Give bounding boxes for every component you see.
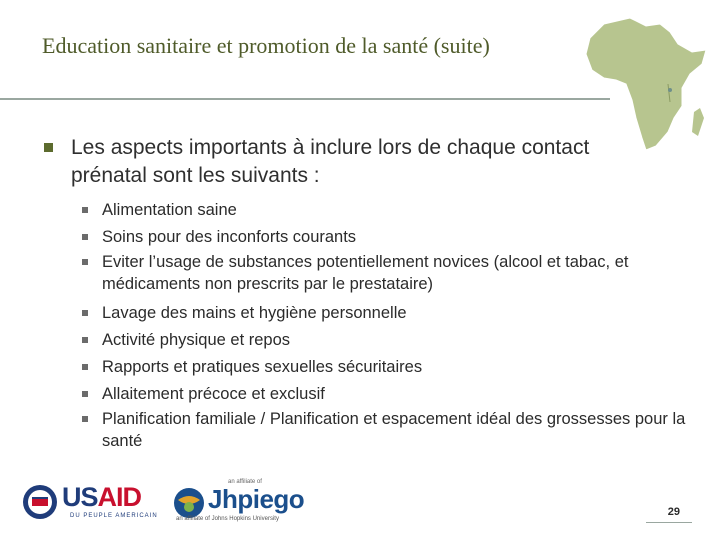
list-item bbox=[80, 381, 690, 408]
list-item bbox=[80, 354, 690, 381]
usaid-tagline: DU PEUPLE AMERICAIN bbox=[70, 513, 158, 519]
bullet-square-icon bbox=[82, 310, 88, 316]
list-item-text: Allaitement précoce et exclusif bbox=[102, 385, 325, 403]
list-item-text: Rapports et pratiques sexuelles sécuritaires bbox=[102, 358, 423, 376]
jhpiego-affiliate-label: an affiliate of bbox=[228, 479, 262, 485]
jhpiego-tagline: an affiliate of Johns Hopkins University bbox=[176, 516, 279, 522]
usaid-logo-prefix: US bbox=[62, 482, 98, 512]
list-item-text: Alimentation saine bbox=[102, 201, 237, 219]
usaid-logo bbox=[62, 482, 141, 513]
list-item bbox=[80, 327, 690, 354]
list-item-text: Soins pour des inconforts courants bbox=[102, 228, 357, 246]
footer bbox=[0, 478, 720, 540]
list-item-text: Lavage des mains et hygiène personnelle bbox=[102, 304, 407, 322]
slide-title: Education sanitaire et promotion de la santé (suite) bbox=[42, 33, 490, 58]
bullet-square-icon bbox=[82, 234, 88, 240]
sub-bullet-list bbox=[80, 197, 690, 457]
page-number: 29 bbox=[667, 506, 680, 518]
bullet-square-icon bbox=[82, 391, 88, 397]
list-item bbox=[80, 300, 690, 327]
bullet-square-icon bbox=[82, 364, 88, 370]
main-bullet bbox=[44, 134, 604, 190]
list-item bbox=[80, 251, 690, 295]
page-number-rule bbox=[646, 522, 692, 523]
bullet-square-icon bbox=[82, 416, 88, 422]
bullet-square-icon bbox=[82, 337, 88, 343]
jhpiego-globe-icon bbox=[172, 486, 206, 520]
list-item bbox=[80, 197, 690, 224]
jhpiego-logo: Jhpiego bbox=[208, 484, 305, 514]
list-item bbox=[80, 224, 690, 251]
bullet-square-icon bbox=[44, 143, 53, 152]
bullet-square-icon bbox=[82, 259, 88, 265]
list-item-text: Planification familiale / Planification et espacement idéal des grossesses pour la santé bbox=[102, 410, 686, 450]
list-item bbox=[80, 408, 690, 452]
usaid-logo-suffix: AID bbox=[97, 482, 142, 512]
list-item-text: Activité physique et repos bbox=[102, 331, 291, 349]
list-item-text: Eviter l’usage de substances potentiellement novices (alcool et tabac, et médicaments non prescrits par le prestataire) bbox=[102, 253, 629, 293]
usaid-seal-icon bbox=[22, 484, 58, 520]
title-divider bbox=[0, 98, 610, 100]
bullet-square-icon bbox=[82, 207, 88, 213]
main-bullet-text: Les aspects importants à inclure lors de chaque contact prénatal sont les suivants : bbox=[71, 136, 590, 187]
